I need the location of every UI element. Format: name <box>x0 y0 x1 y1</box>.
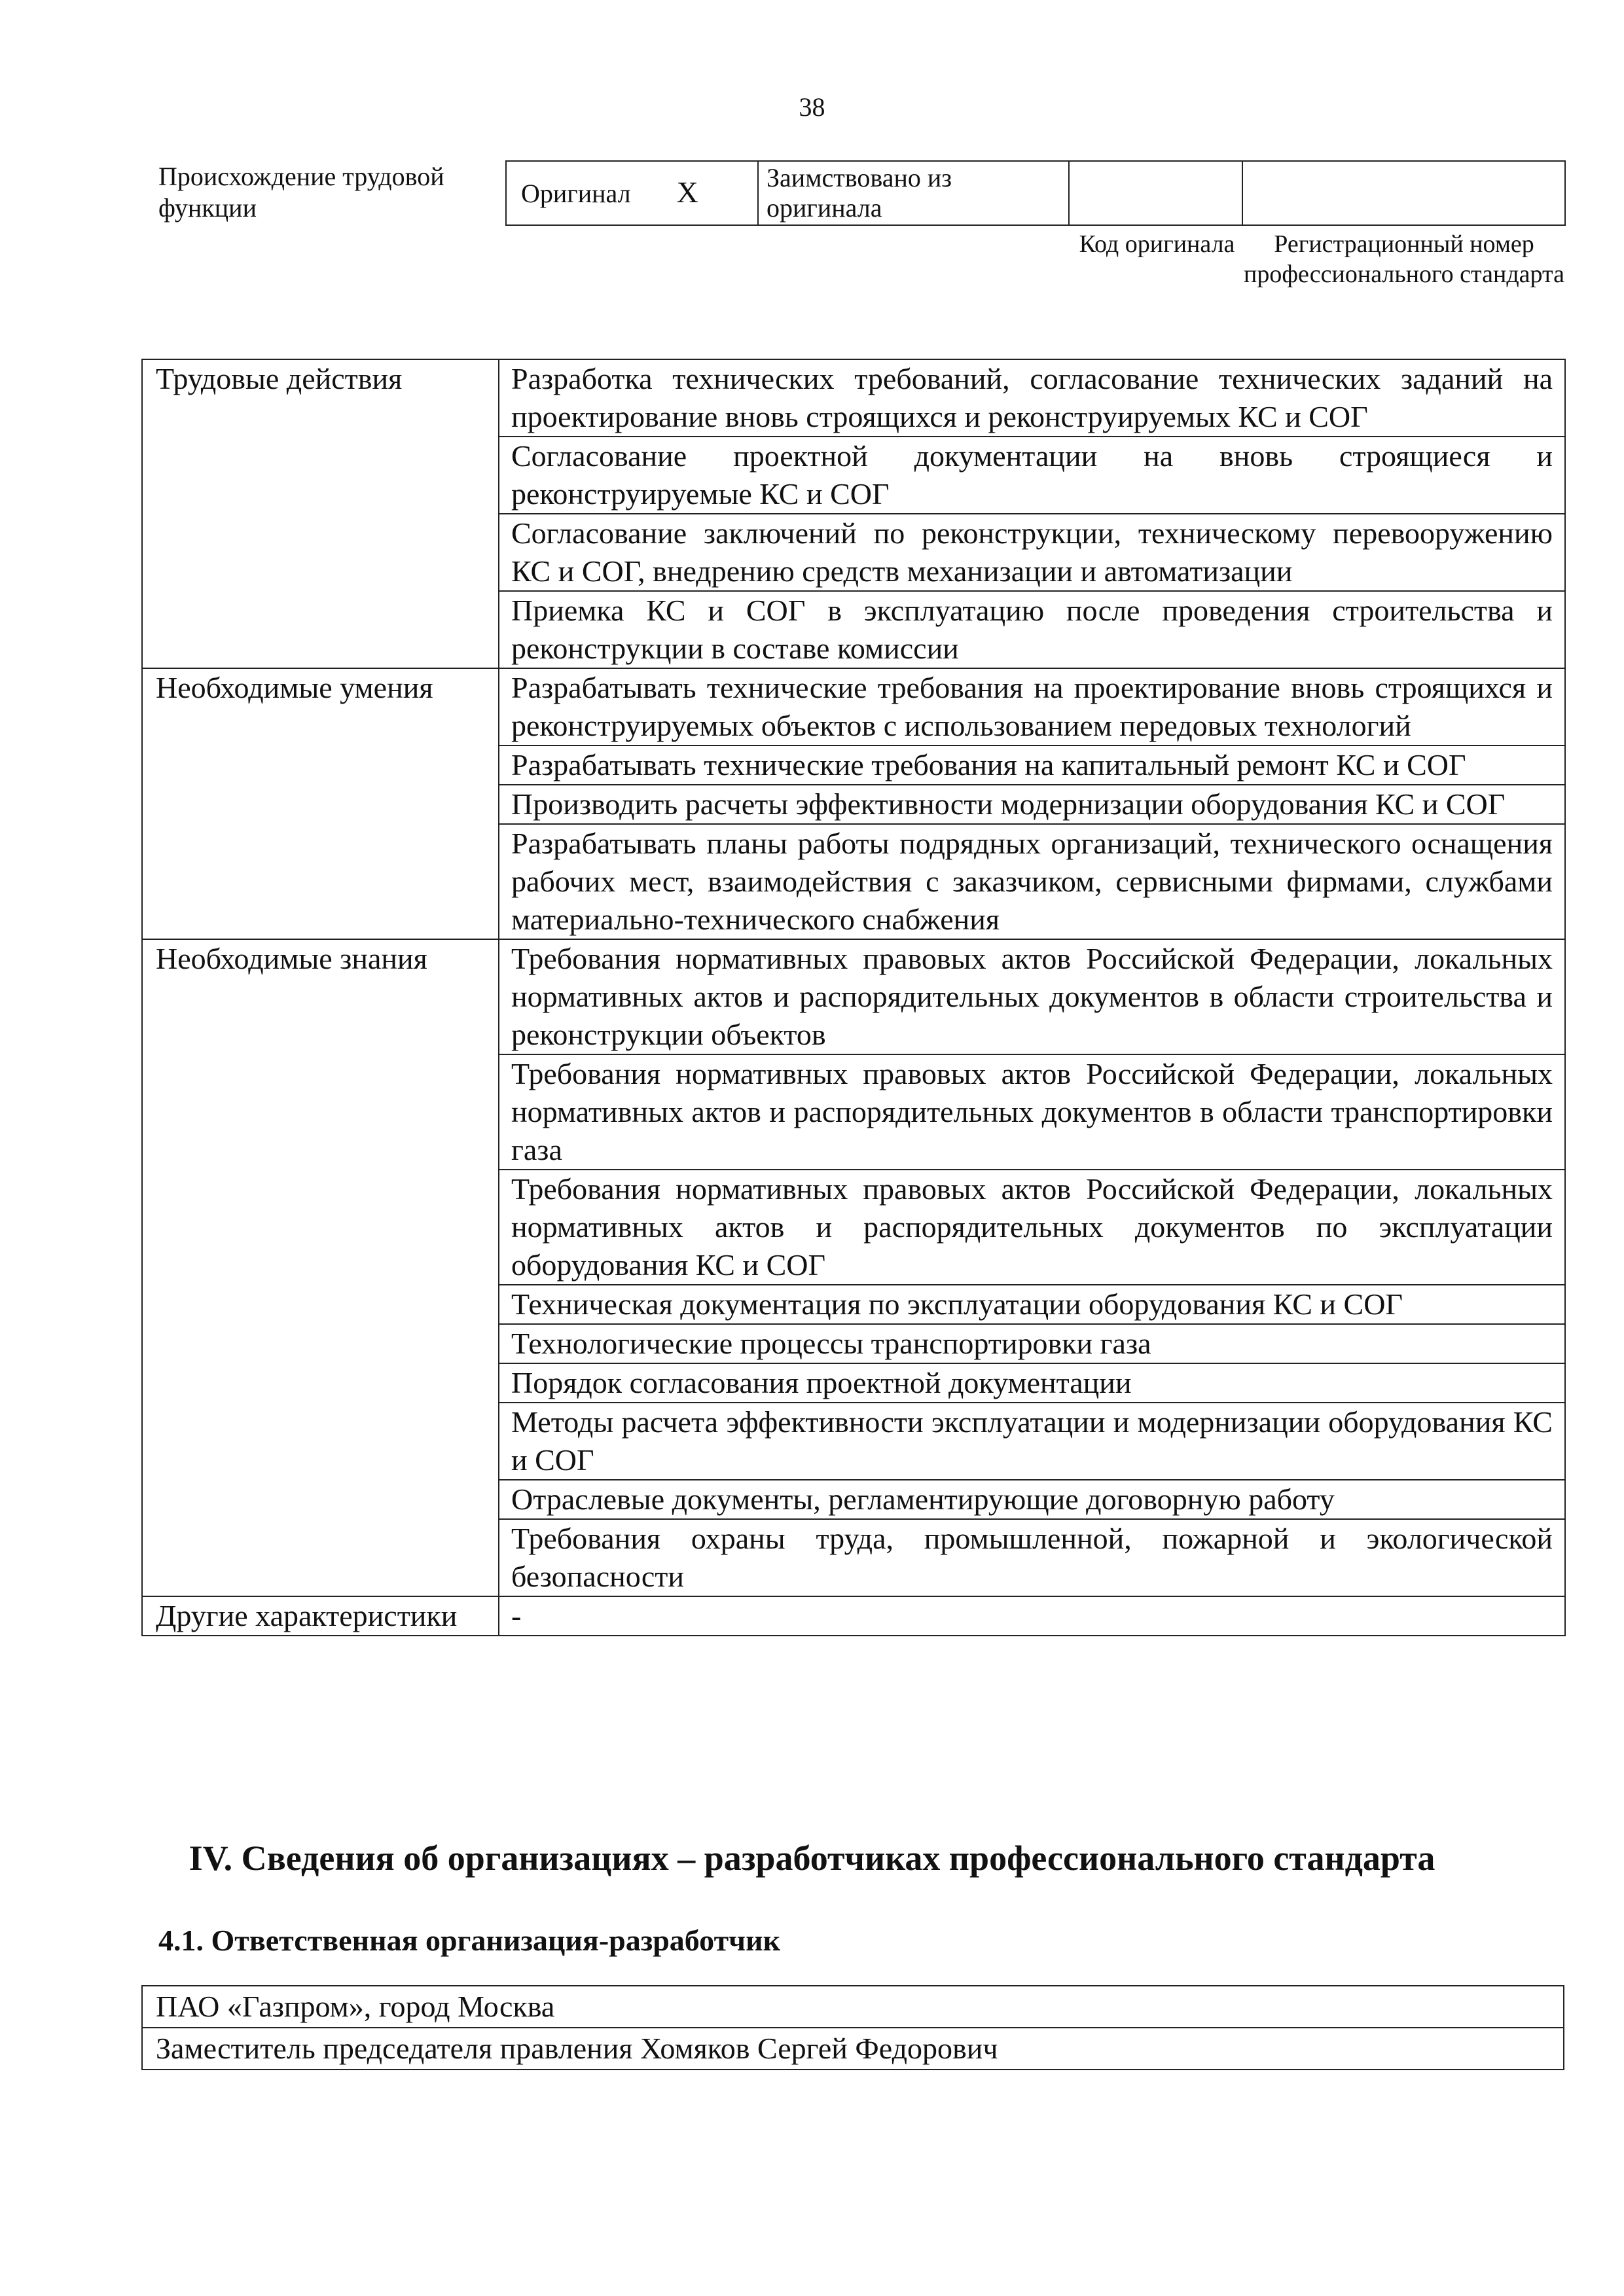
origin-borrowed-cell: Заимствовано из оригинала <box>758 161 1069 225</box>
skills-label: Необходимые умения <box>142 668 499 939</box>
skill-item: Разрабатывать планы работы подрядных организаций, технического оснащения рабочих мест, взаимодействия с заказчиком, сервисными фирмами, службами материально-технического снабжения <box>499 824 1565 939</box>
origin-reg-caption: Регистрационный номер профессионального стандарта <box>1244 230 1564 288</box>
other-value: - <box>499 1596 1565 1636</box>
origin-original-label: Оригинал <box>521 179 631 208</box>
table-row <box>142 1596 1565 1636</box>
labor-function-table <box>141 359 1566 1636</box>
labor-action-item: Согласование проектной документации на вновь строящиеся и реконструируемые КС и СОГ <box>499 437 1565 514</box>
origin-code-caption: Код оригинала <box>1079 230 1235 258</box>
knowledge-item: Техническая документация по эксплуатации оборудования КС и СОГ <box>499 1285 1565 1324</box>
org-name: ПАО «Газпром», город Москва <box>142 1986 1564 2028</box>
knowledge-item: Технологические процессы транспортировки газа <box>499 1324 1565 1363</box>
knowledge-label: Необходимые знания <box>142 939 499 1596</box>
org-person: Заместитель председателя правления Хомяков Сергей Федорович <box>142 2028 1564 2070</box>
table-row <box>142 668 1565 745</box>
knowledge-item: Порядок согласования проектной документации <box>499 1363 1565 1403</box>
knowledge-item: Требования нормативных правовых актов Российской Федерации, локальных нормативных актов и распорядительных документов в области строительства и реконструкции объектов <box>499 939 1565 1054</box>
knowledge-item: Требования охраны труда, промышленной, пожарной и экологической безопасности <box>499 1519 1565 1596</box>
knowledge-item: Отраслевые документы, регламентирующие договорную работу <box>499 1480 1565 1519</box>
skill-item: Разрабатывать технические требования на капитальный ремонт КС и СОГ <box>499 745 1565 785</box>
origin-original-mark: X <box>676 175 698 209</box>
knowledge-item: Требования нормативных правовых актов Российской Федерации, локальных нормативных актов и распорядительных документов по эксплуатации оборудования КС и СОГ <box>499 1170 1565 1285</box>
origin-table <box>505 160 1566 226</box>
labor-action-item: Разработка технических требований, согласование технических заданий на проектирование вновь строящихся и реконструируемых КС и СОГ <box>499 359 1565 437</box>
section-iv-heading: IV. Сведения об организациях – разработчиках профессионального стандарта <box>189 1839 1435 1878</box>
table-row <box>142 359 1565 437</box>
skill-item: Производить расчеты эффективности модернизации оборудования КС и СОГ <box>499 785 1565 824</box>
table-row <box>142 2028 1564 2070</box>
other-label: Другие характеристики <box>142 1596 499 1636</box>
labor-action-item: Согласование заключений по реконструкции, техническому перевооружению КС и СОГ, внедрению средств механизации и автоматизации <box>499 514 1565 591</box>
table-row <box>142 1986 1564 2028</box>
knowledge-item: Требования нормативных правовых актов Российской Федерации, локальных нормативных актов и распорядительных документов в области транспортировки газа <box>499 1054 1565 1170</box>
developer-org-table <box>141 1985 1564 2070</box>
skill-item: Разрабатывать технические требования на проектирование вновь строящихся и реконструируемых объектов с использованием передовых технологий <box>499 668 1565 745</box>
origin-reg-cell <box>1242 161 1565 225</box>
subsection-4-1-heading: 4.1. Ответственная организация-разработчик <box>158 1924 781 1957</box>
page-number: 38 <box>799 92 825 122</box>
origin-code-cell <box>1069 161 1242 225</box>
knowledge-item: Методы расчета эффективности эксплуатации и модернизации оборудования КС и СОГ <box>499 1403 1565 1480</box>
origin-label: Происхождение трудовой функции <box>158 162 444 223</box>
table-row <box>142 939 1565 1054</box>
labor-actions-label: Трудовые действия <box>142 359 499 668</box>
labor-action-item: Приемка КС и СОГ в эксплуатацию после проведения строительства и реконструкции в составе комиссии <box>499 591 1565 668</box>
origin-original-cell <box>506 161 758 225</box>
